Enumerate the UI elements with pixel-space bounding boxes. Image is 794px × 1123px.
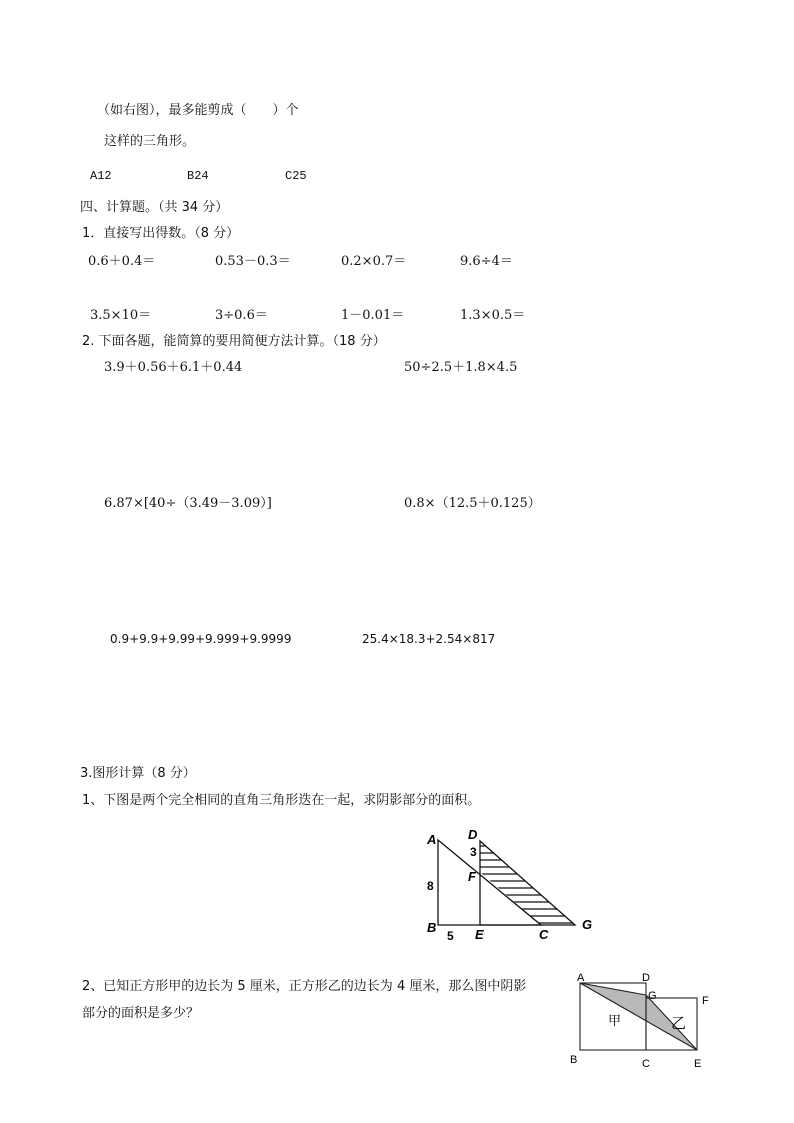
section-title: 四、计算题。（共 34 分） bbox=[80, 200, 229, 215]
option-c: C25 bbox=[285, 169, 307, 183]
mental-math-item: 0.6＋0.4＝ bbox=[88, 254, 156, 269]
label-d: D bbox=[642, 972, 650, 984]
calc-item: 25.4×18.3+2.54×817 bbox=[362, 632, 496, 646]
label-yi: 乙 bbox=[671, 1015, 687, 1032]
q3-p2-line1: 2、已知正方形甲的边长为 5 厘米，正方形乙的边长为 4 厘米，那么图中阴影 bbox=[82, 979, 527, 994]
q3-p1: 1、下图是两个完全相同的直角三角形迭在一起，求阴影部分的面积。 bbox=[82, 793, 481, 808]
label-c: C bbox=[642, 1058, 650, 1070]
label-e: E bbox=[475, 927, 484, 942]
q2-title: 2. 下面各题，能简算的要用简便方法计算。（18 分） bbox=[82, 334, 386, 349]
label-e: E bbox=[694, 1058, 702, 1070]
calc-item: 6.87×[40÷（3.49－3.09）] bbox=[104, 496, 272, 511]
label-a: A bbox=[577, 972, 585, 984]
label-jia: 甲 bbox=[608, 1013, 622, 1028]
triangle-deg bbox=[480, 841, 575, 925]
label-g: G bbox=[582, 917, 593, 932]
q3-title: 3.图形计算（8 分） bbox=[80, 766, 196, 781]
label-b: B bbox=[427, 920, 437, 935]
label-3: 3 bbox=[470, 845, 477, 859]
label-f: F bbox=[702, 995, 709, 1007]
calc-item: 0.8×（12.5＋0.125） bbox=[404, 496, 541, 511]
prev-question-line2: 这样的三角形。 bbox=[104, 134, 196, 149]
q1-title: 1．直接写出得数。（8 分） bbox=[82, 226, 240, 241]
mental-math-item: 0.2×0.7＝ bbox=[341, 254, 407, 269]
calc-item: 3.9＋0.56＋6.1＋0.44 bbox=[104, 360, 243, 375]
label-8: 8 bbox=[427, 879, 434, 893]
label-f: F bbox=[468, 869, 476, 884]
option-a: A12 bbox=[90, 169, 112, 183]
mental-math-item: 0.53－0.3＝ bbox=[215, 254, 291, 269]
label-a: A bbox=[427, 832, 437, 847]
label-5: 5 bbox=[447, 929, 454, 943]
mental-math-item: 1－0.01＝ bbox=[341, 308, 405, 323]
mental-math-item: 3.5×10＝ bbox=[90, 308, 152, 323]
label-c: C bbox=[539, 927, 549, 942]
prev-question-line1: （如右图），最多能剪成（ ）个 bbox=[97, 103, 299, 118]
q3-p2-line2: 部分的面积是多少？ bbox=[82, 1006, 200, 1021]
mental-math-item: 9.6÷4＝ bbox=[460, 254, 513, 269]
squares-figure bbox=[565, 970, 715, 1080]
label-d: D bbox=[468, 827, 478, 842]
label-b: B bbox=[570, 1054, 578, 1066]
triangles-figure bbox=[420, 822, 600, 944]
mental-math-item: 3÷0.6＝ bbox=[215, 308, 268, 323]
label-g: G bbox=[648, 990, 657, 1002]
mental-math-item: 1.3×0.5＝ bbox=[460, 308, 526, 323]
calc-item: 0.9+9.9+9.99+9.999+9.9999 bbox=[110, 632, 292, 646]
calc-item: 50÷2.5＋1.8×4.5 bbox=[404, 360, 518, 375]
option-b: B24 bbox=[187, 169, 209, 183]
